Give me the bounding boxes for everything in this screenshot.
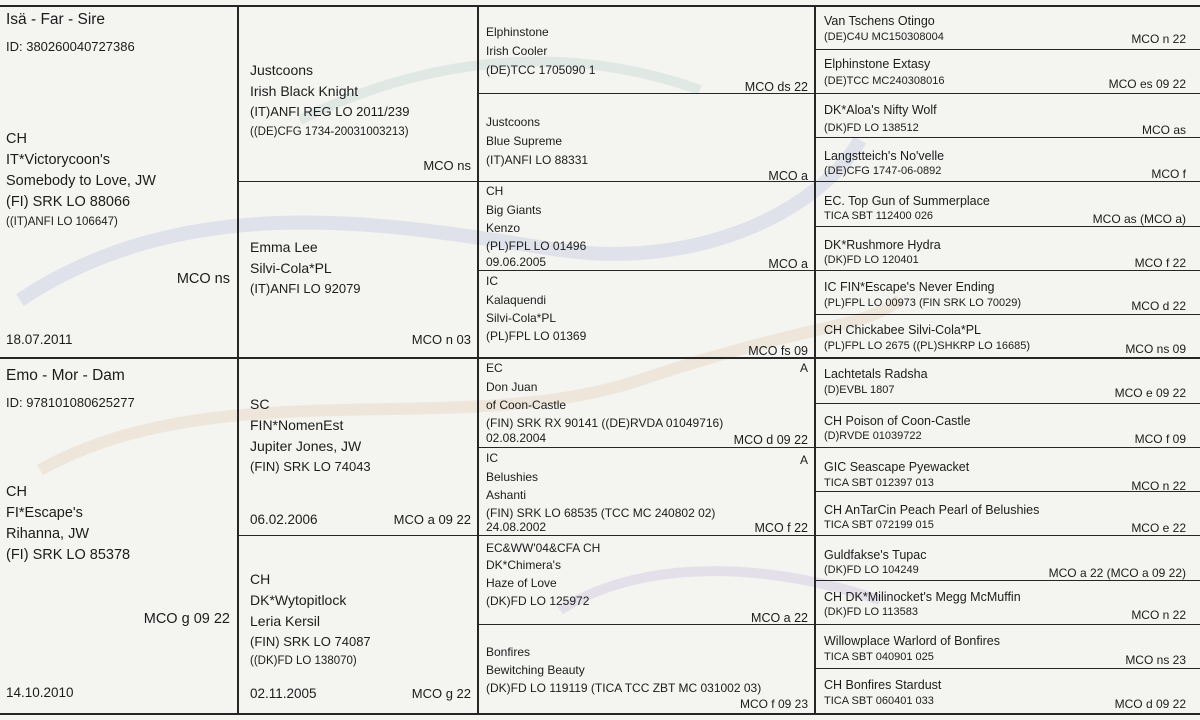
dd-name-line1: DK*Wytopitlock [250, 592, 347, 608]
gen3-line: Kalaquendi [486, 293, 547, 307]
sire-name-line1: IT*Victorycoon's [6, 152, 111, 168]
ds-name-line1: FIN*NomenEst [250, 417, 344, 433]
sire-heading: Isä - Far - Sire [6, 11, 106, 28]
sire-reg-alt: ((IT)ANFI LO 106647) [6, 216, 118, 228]
gen3-line: CH [486, 184, 504, 198]
gen3-line: Irish Cooler [486, 44, 548, 58]
gen4-reg: (D)EVBL 1807 [824, 384, 895, 396]
ds-name-line2: Jupiter Jones, JW [250, 438, 362, 454]
gen4-reg: (DK)FD LO 104249 [824, 564, 919, 576]
gen3-mark: A [799, 361, 808, 375]
gen4-name: EC. Top Gun of Summerplace [824, 194, 990, 208]
gen4-cell [816, 669, 1200, 713]
dd-dob: 02.11.2005 [250, 686, 317, 701]
dam-breed-code: MCO g 09 22 [143, 611, 230, 627]
gen3-mark: A [799, 453, 808, 467]
sd-reg: (IT)ANFI LO 92079 [250, 281, 361, 296]
gen4-breed-code: MCO as (MCO a) [1092, 212, 1186, 226]
gen3-line: EC&WW'04&CFA CH [486, 541, 601, 555]
gen3-dob: 09.06.2005 [486, 255, 547, 269]
gen3-cell [479, 625, 814, 713]
sd-breed-code: MCO n 03 [411, 332, 471, 347]
gen4-breed-code: MCO n 22 [1131, 32, 1186, 46]
dam-reg: (FI) SRK LO 85378 [6, 547, 131, 563]
gen3-reg: (PL)FPL LO 01496 [486, 239, 587, 253]
gen4-breed-code: MCO f 22 [1134, 256, 1186, 270]
gen4-name: Elphinstone Extasy [824, 57, 931, 71]
gen3-line: DK*Chimera's [486, 558, 561, 572]
gen4-name: Willowplace Warlord of Bonfires [824, 634, 1000, 648]
gen4-reg: TICA SBT 040901 025 [824, 651, 934, 663]
gen3-breed-code: MCO fs 09 [748, 344, 808, 357]
gen4-breed-code: MCO e 22 [1131, 521, 1186, 535]
gen3-cell [479, 536, 814, 624]
ss-reg: (IT)ANFI REG LO 2011/239 [250, 104, 410, 119]
gen3-line: of Coon-Castle [486, 398, 567, 412]
gen4-breed-code: MCO d 22 [1131, 299, 1186, 313]
gen4-name: Van Tschens Otingo [824, 14, 935, 28]
gen4-name: Guldfakse's Tupac [824, 548, 927, 562]
gen4-cell [816, 359, 1200, 403]
gen4-name: Langstteich's No'velle [824, 149, 945, 163]
gen4-name: DK*Aloa's Nifty Wolf [824, 103, 937, 117]
ds-breed-code: MCO a 09 22 [393, 512, 471, 527]
gen4-breed-code: MCO es 09 22 [1108, 77, 1186, 91]
gen3-breed-code: MCO a [768, 169, 808, 181]
sire-reg: (FI) SRK LO 88066 [6, 194, 131, 210]
sire-dam-cell [239, 182, 477, 357]
gen3-cell [479, 182, 814, 270]
sd-name-line1: Emma Lee [250, 239, 318, 255]
dam-cell [0, 359, 236, 713]
gen4-breed-code: MCO n 22 [1131, 608, 1186, 622]
sire-sire-cell [239, 7, 477, 181]
gen3-cell [479, 359, 814, 447]
gen3-line: IC [486, 451, 498, 465]
gen4-breed-code: MCO ns 23 [1125, 653, 1186, 667]
gen3-reg: (IT)ANFI LO 88331 [486, 153, 589, 167]
gen3-line: Elphinstone [486, 25, 549, 39]
ss-name-line2: Irish Black Knight [250, 83, 359, 99]
dd-title: CH [250, 571, 271, 587]
gen4-cell [816, 448, 1200, 491]
gen3-line: Don Juan [486, 380, 538, 394]
ss-name-line1: Justcoons [250, 62, 314, 78]
gen4-cell [816, 315, 1200, 357]
gen3-line: Silvi-Cola*PL [486, 311, 557, 325]
gen4-cell [816, 625, 1200, 668]
ss-breed-code: MCO ns [423, 158, 471, 173]
gen4-breed-code: MCO f 09 [1134, 432, 1186, 446]
gen4-breed-code: MCO n 22 [1131, 479, 1186, 491]
gen3-cell [479, 448, 814, 535]
ss-reg-alt: ((DE)CFG 1734-20031003213) [250, 126, 409, 138]
gen4-cell [816, 50, 1200, 92]
gen4-reg: (DK)FD LO 113583 [824, 606, 918, 618]
dd-reg: (FIN) SRK LO 74087 [250, 634, 371, 649]
gen4-reg: (DE)CFG 1747-06-0892 [824, 165, 942, 177]
gen3-line: Haze of Love [486, 576, 557, 590]
gen4-reg: TICA SBT 060401 033 [824, 695, 934, 707]
gen3-cell [479, 271, 814, 357]
sire-name-line2: Somebody to Love, JW [6, 173, 156, 189]
gen4-name: GIC Seascape Pyewacket [824, 460, 970, 474]
gen4-cell [816, 404, 1200, 447]
gen4-cell [816, 492, 1200, 535]
gen4-breed-code: MCO ns 09 [1125, 342, 1186, 356]
gen4-reg: (PL)FPL LO 00973 (FIN SRK LO 70029) [824, 297, 1022, 309]
dam-name-line2: Rihanna, JW [6, 526, 90, 542]
gen4-name: CH Chickabee Silvi-Cola*PL [824, 323, 982, 337]
gen3-dob: 24.08.2002 [486, 520, 547, 534]
gen4-reg: TICA SBT 112400 026 [824, 210, 934, 222]
dam-heading: Emo - Mor - Dam [6, 367, 125, 384]
gen4-name: CH AnTarCin Peach Pearl of Belushies [824, 503, 1040, 517]
gen3-line: Blue Supreme [486, 134, 563, 148]
gen3-line: Bewitching Beauty [486, 663, 585, 677]
gen3-breed-code: MCO d 09 22 [733, 433, 808, 447]
gen3-reg: (FIN) SRK RX 90141 ((DE)RVDA 01049716) [486, 416, 724, 430]
gen3-line: Kenzo [486, 221, 521, 235]
gen4-cell [816, 271, 1200, 314]
gen3-reg: (FIN) SRK LO 68535 (TCC MC 240802 02) [486, 506, 716, 520]
dam-dob: 14.10.2010 [6, 685, 74, 700]
ds-reg: (FIN) SRK LO 74043 [250, 459, 371, 474]
gen4-name: DK*Rushmore Hydra [824, 238, 941, 252]
gen3-breed-code: MCO f 22 [754, 521, 808, 535]
dam-sire-cell [239, 359, 477, 535]
gen4-reg: (DK)FD LO 120401 [824, 254, 919, 266]
dam-name-line1: FI*Escape's [6, 505, 83, 521]
gen3-line: Ashanti [486, 488, 527, 502]
dam-id: ID: 978101080625277 [6, 395, 135, 410]
gen3-reg: (DE)TCC 1705090 1 [486, 63, 596, 77]
gen3-breed-code: MCO f 09 23 [739, 697, 808, 711]
gen3-line: Belushies [486, 470, 539, 484]
gen3-line: IC [486, 274, 498, 288]
dam-dam-cell [239, 536, 477, 713]
gen3-line: Justcoons [486, 115, 541, 129]
sire-dob: 18.07.2011 [6, 332, 73, 347]
gen3-breed-code: MCO ds 22 [744, 80, 808, 93]
gen4-breed-code: MCO d 09 22 [1114, 697, 1186, 711]
gen3-cell [479, 7, 814, 93]
border-bottom [0, 713, 1200, 715]
gen4-breed-code: MCO a 22 (MCO a 09 22) [1048, 566, 1186, 580]
dd-name-line2: Leria Kersil [250, 613, 321, 629]
sire-cell [0, 7, 236, 357]
gen4-cell [816, 94, 1200, 137]
gen4-name: CH DK*Milinocket's Megg McMuffin [824, 590, 1021, 604]
gen4-name: CH Poison of Coon-Castle [824, 414, 971, 428]
gen4-cell [816, 7, 1200, 49]
gen4-breed-code: MCO f [1151, 167, 1186, 181]
gen4-breed-code: MCO e 09 22 [1114, 386, 1186, 400]
gen4-cell [816, 138, 1200, 181]
gen3-dob: 02.08.2004 [486, 431, 547, 445]
gen4-reg: TICA SBT 072199 015 [824, 519, 934, 531]
gen4-cell [816, 581, 1200, 624]
gen4-reg: (DE)TCC MC240308016 [824, 75, 945, 87]
dam-title: CH [6, 484, 27, 500]
ds-title: SC [250, 396, 270, 412]
gen3-line: Bonfires [486, 645, 531, 659]
gen4-reg: (DE)C4U MC150308004 [824, 31, 944, 43]
gen3-breed-code: MCO a [768, 257, 808, 270]
gen4-cell [816, 227, 1200, 270]
gen4-name: CH Bonfires Stardust [824, 678, 942, 692]
gen4-reg: TICA SBT 012397 013 [824, 477, 934, 489]
ds-dob: 06.02.2006 [250, 512, 318, 527]
dd-reg-alt: ((DK)FD LO 138070) [250, 655, 357, 667]
gen3-reg: (DK)FD LO 119119 (TICA TCC ZBT MC 031002 03) [486, 681, 762, 695]
gen3-reg: (PL)FPL LO 01369 [486, 329, 587, 343]
gen3-breed-code: MCO a 22 [751, 611, 808, 624]
dd-breed-code: MCO g 22 [411, 686, 471, 701]
gen4-name: Lachtetals Radsha [824, 367, 928, 381]
sire-title: CH [6, 131, 27, 147]
gen4-reg: (D)RVDE 01039722 [824, 430, 922, 442]
gen4-reg: (DK)FD LO 138512 [824, 122, 919, 134]
gen4-breed-code: MCO as [1141, 123, 1186, 137]
sire-breed-code: MCO ns [176, 271, 230, 287]
gen4-name: IC FIN*Escape's Never Ending [824, 280, 995, 294]
gen3-line: EC [486, 361, 503, 375]
sd-name-line2: Silvi-Cola*PL [250, 260, 332, 276]
gen4-cell [816, 182, 1200, 226]
gen4-reg: (PL)FPL LO 2675 ((PL)SHKRP LO 16685) [824, 340, 1031, 352]
gen3-line: Big Giants [486, 203, 542, 217]
gen3-reg: (DK)FD LO 125972 [486, 594, 590, 608]
gen4-cell [816, 536, 1200, 580]
sire-id: ID: 380260040727386 [6, 39, 135, 54]
gen3-cell [479, 94, 814, 181]
